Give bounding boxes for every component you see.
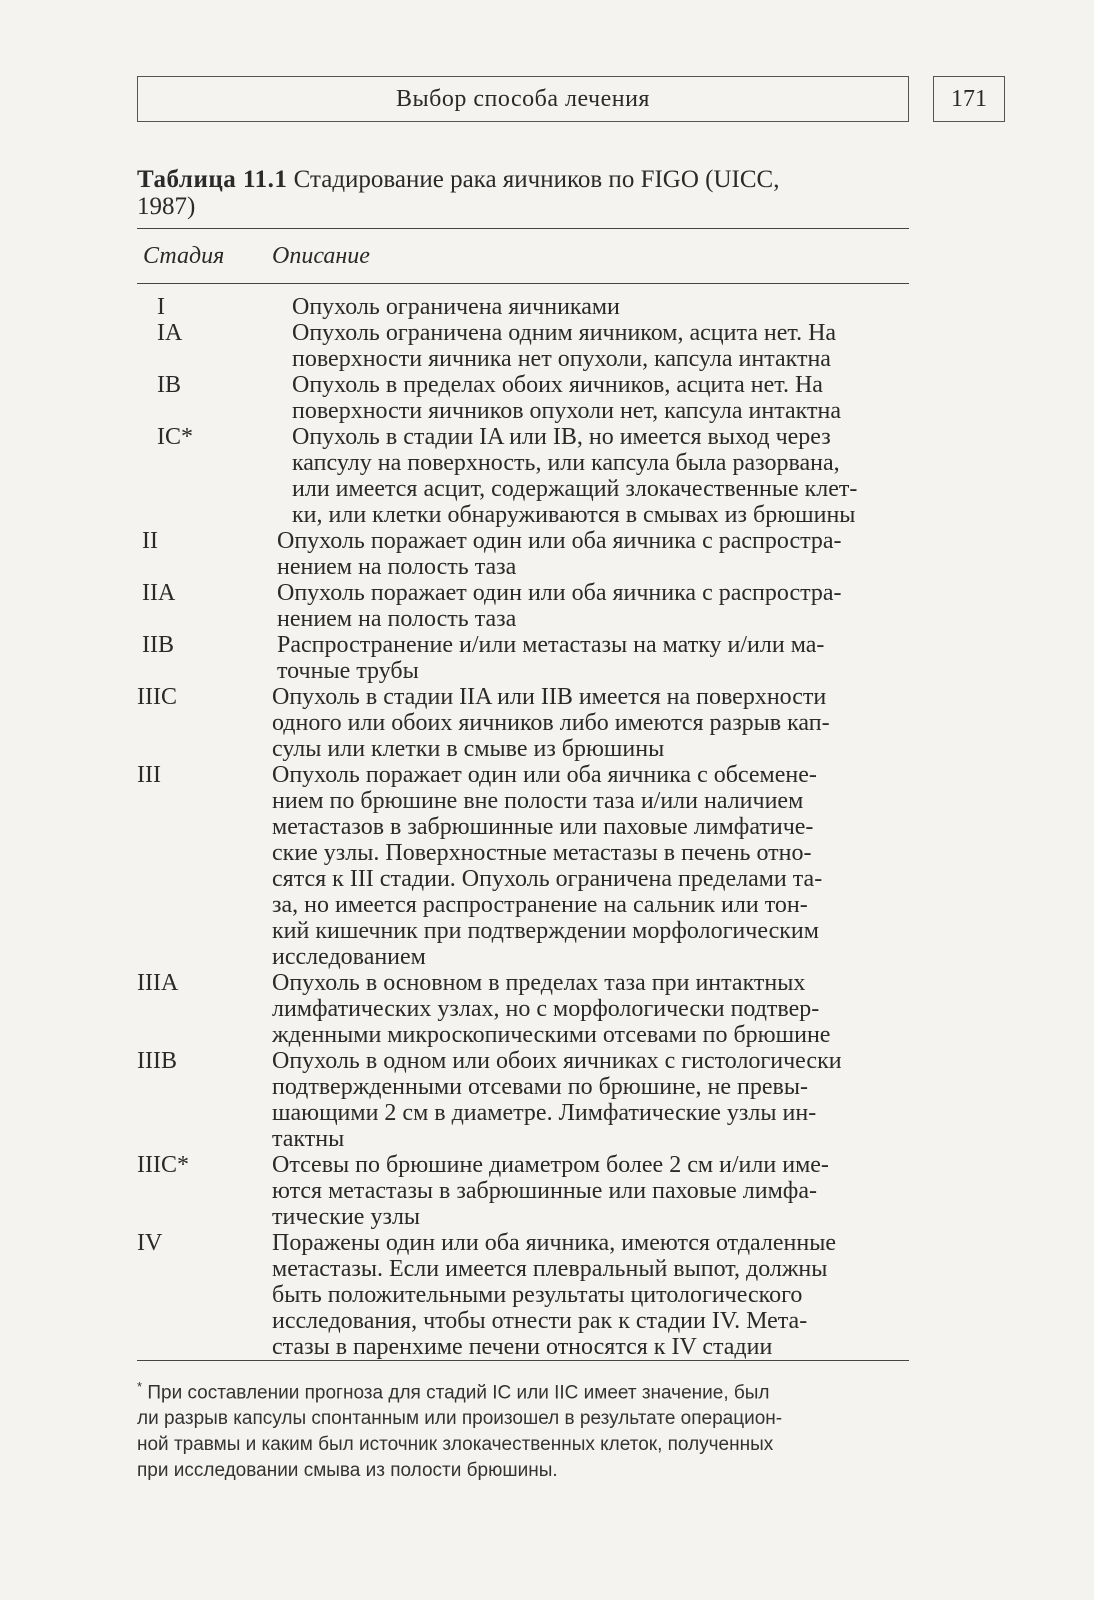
table-row xyxy=(137,424,917,528)
table-row xyxy=(137,580,917,632)
stage-cell: IV xyxy=(137,1230,163,1256)
description-cell: Поражены один или оба яичника, имеются отдаленные метастазы. Если имеется плевральный выпот, должны быть положительными результаты цитологического исследования, чтобы отнести рак к стадии IV. Мета- стазы в паренхиме печени относятся к IV стадии xyxy=(272,1230,836,1360)
table-row xyxy=(137,372,917,424)
description-cell: Опухоль в основном в пределах таза при интактных лимфатических узлах, но с морфологически подтвер- жденными микроскопическими отсевами по брюшине xyxy=(272,970,831,1048)
description-cell: Опухоль поражает один или оба яичника с распростра- нением на полость таза xyxy=(277,528,842,580)
table-row xyxy=(137,1048,917,1152)
table-row xyxy=(137,1230,917,1360)
table-row xyxy=(137,762,917,970)
description-cell: Опухоль ограничена одним яичником, асцита нет. На поверхности яичника нет опухоли, капсула интактна xyxy=(292,320,837,372)
stage-cell: IB xyxy=(157,372,181,398)
stage-cell: IIA xyxy=(142,580,176,606)
description-cell: Распространение и/или метастазы на матку и/или ма- точные трубы xyxy=(277,632,825,684)
stage-cell: IIB xyxy=(142,632,174,658)
description-cell: Опухоль поражает один или оба яичника с распростра- нением на полость таза xyxy=(277,580,842,632)
running-header-title: Выбор способа лечения xyxy=(396,85,650,112)
table-body xyxy=(137,294,917,1360)
table-row xyxy=(137,528,917,580)
running-header xyxy=(137,76,909,122)
table-caption xyxy=(137,166,909,220)
table-bottom-rule xyxy=(137,1360,909,1361)
stage-cell: IIIA xyxy=(137,970,179,996)
column-header-stage: Стадия xyxy=(143,243,225,269)
page-number: 171 xyxy=(951,85,987,112)
description-cell: Опухоль в стадии IA или IB, но имеется выход через капсулу на поверхность, или капсула была разорвана, или имеется асцит, содержащий злокачественные клет- ки, или клетки обнаруживаются в смывах из брюшины xyxy=(292,424,858,528)
table-top-rule xyxy=(137,228,909,229)
table-caption-text: Стадирование рака яичников по FIGO (UICC, 1987) xyxy=(137,166,780,220)
table-caption-label: Таблица 11.1 xyxy=(137,166,288,193)
table-row xyxy=(137,320,917,372)
table-row xyxy=(137,970,917,1048)
description-cell: Опухоль в пределах обоих яичников, асцита нет. На поверхности яичников опухоли нет, капсула интактна xyxy=(292,372,841,424)
description-cell: Опухоль поражает один или оба яичника с обсемене- нием по брюшине вне полости таза и/или наличием метастазов в забрюшинные или паховые лимфатиче- ские узлы. Поверхностные метастазы в печень отно- сятся к III стадии. Опухоль ограничена пределами та- за, но имеется распространение на сальник или тон- кий кишечник при подтверждении морфологическим исследованием xyxy=(272,762,823,970)
table-header-rule xyxy=(137,283,909,284)
stage-cell: III xyxy=(137,762,161,788)
description-cell: Отсевы по брюшине диаметром более 2 см и/или име- ются метастазы в забрюшинные или паховые лимфа- тические узлы xyxy=(272,1152,829,1230)
description-cell: Опухоль в одном или обоих яичниках с гистологически подтвержденными отсевами по брюшине, не превы- шающими 2 см в диаметре. Лимфатические узлы ин- тактны xyxy=(272,1048,842,1152)
stage-cell: IIIB xyxy=(137,1048,177,1074)
table-row xyxy=(137,294,917,320)
stage-cell: IIIC xyxy=(137,684,177,710)
table-row xyxy=(137,684,917,762)
column-header-description: Описание xyxy=(272,243,370,269)
stage-cell: I xyxy=(157,294,165,320)
footnote-marker: * xyxy=(137,1379,143,1394)
table-row xyxy=(137,1152,917,1230)
description-cell: Опухоль в стадии IIA или IIB имеется на поверхности одного или обоих яичников либо имеются разрыв кап- сулы или клетки в смыве из брюшины xyxy=(272,684,830,762)
footnote xyxy=(137,1374,909,1484)
footnote-text: При составлении прогноза для стадий IC или IIC имеет значение, был ли разрыв капсулы спонтанным или произошел в результате операцион- ной травмы и каким был источник злокачественных клеток, полученных при исследовании смыва из полости брюшины. xyxy=(137,1382,783,1482)
stage-cell: IIIC* xyxy=(137,1152,189,1178)
stage-cell: IA xyxy=(157,320,183,346)
description-cell: Опухоль ограничена яичниками xyxy=(292,294,620,320)
stage-cell: IC* xyxy=(157,424,193,450)
page-number-box xyxy=(933,76,1005,122)
table-row xyxy=(137,632,917,684)
stage-cell: II xyxy=(142,528,158,554)
